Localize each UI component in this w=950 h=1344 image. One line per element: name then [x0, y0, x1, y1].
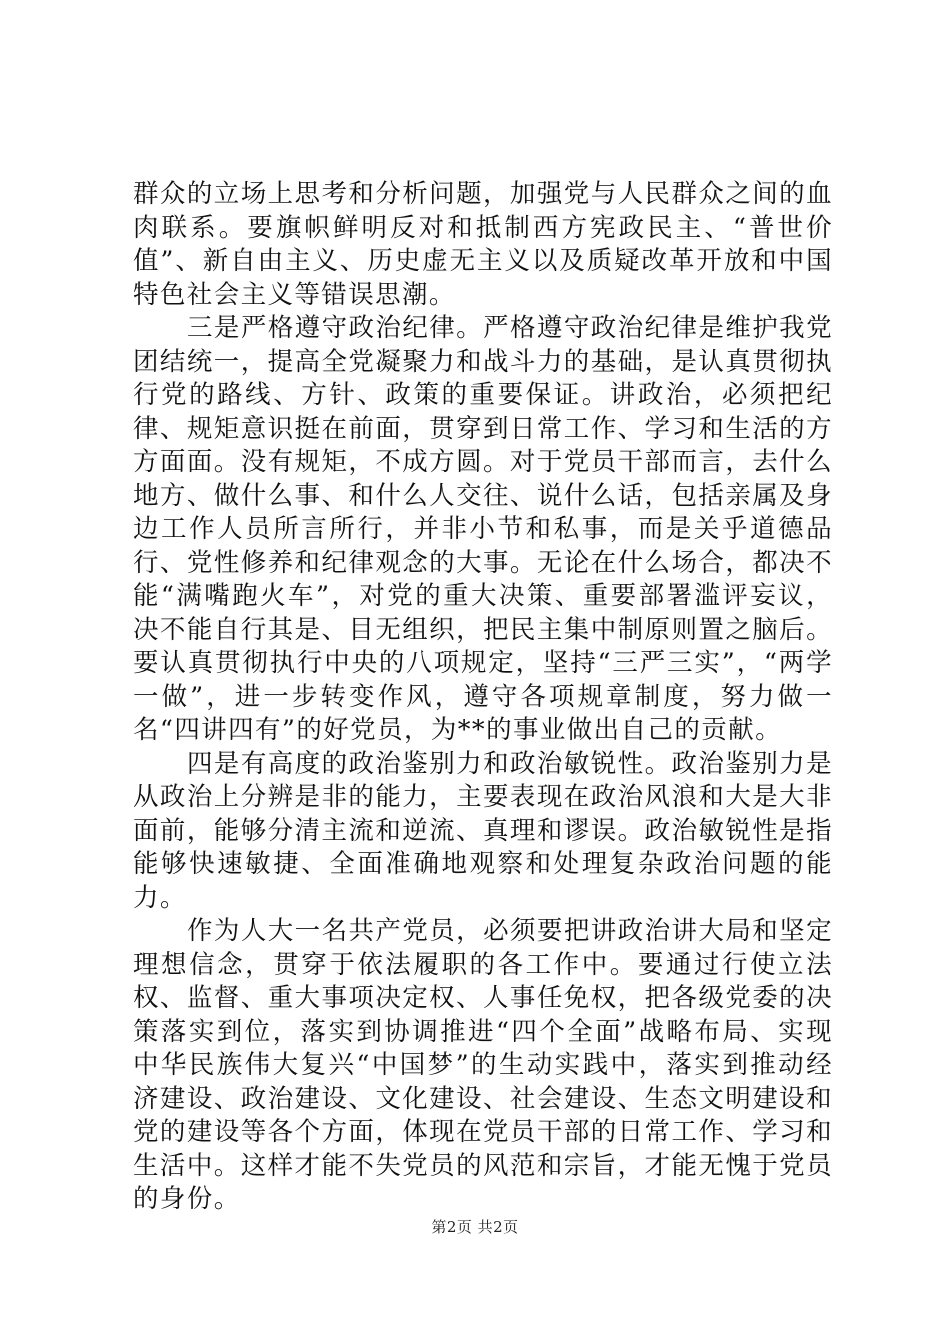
paragraph-political-sensitivity: 四是有高度的政治鉴别力和政治敏锐性。政治鉴别力是从政治上分辨是非的能力，主要表现在政治风浪和大是大非面前，能够分清主流和逆流、真理和谬误。政治敏锐性是指能够快速敏捷、全面准确地观察和处理复杂政治问题的能力。: [133, 748, 833, 913]
paragraph-continuation: 群众的立场上思考和分析问题，加强党与人民群众之间的血肉联系。要旗帜鲜明反对和抵制西方宪政民主、“普世价值”、新自由主义、历史虚无主义以及质疑改革开放和中国特色社会主义等错误思潮。: [133, 179, 833, 310]
document-body: [133, 178, 833, 1217]
page-number-footer: 第2页 共2页: [431, 1218, 519, 1236]
paragraph-conclusion: 作为人大一名共产党员，必须要把讲政治讲大局和坚定理想信念，贯穿于依法履职的各工作中。要通过行使立法权、监督、重大事项决定权、人事任免权，把各级党委的决策落实到位，落实到协调推进“四个全面”战略布局、实现中华民族伟大复兴“中国梦”的生动实践中，落实到推动经济建设、政治建设、文化建设、社会建设、生态文明建设和党的建设等各个方面，体现在党员干部的日常工作、学习和生活中。这样才能不失党员的风范和宗旨，才能无愧于党员的身份。: [133, 916, 833, 1214]
paragraph-political-discipline: 三是严格遵守政治纪律。严格遵守政治纪律是维护我党团结统一，提高全党凝聚力和战斗力的基础，是认真贯彻执行党的路线、方针、政策的重要保证。讲政治，必须把纪律、规矩意识挺在前面，贯穿到日常工作、学习和生活的方方面面。没有规矩，不成方圆。对于党员干部而言，去什么地方、做什么事、和什么人交往、说什么话，包括亲属及身边工作人员所言所行，并非小节和私事，而是关乎道德品行、党性修养和纪律观念的大事。无论在什么场合，都决不能“满嘴跑火车”，对党的重大决策、重要部署滥评妄议，决不能自行其是、目无组织，把民主集中制原则置之脑后。要认真贯彻执行中央的八项规定，坚持“三严三实”，“两学一做”，进一步转变作风，遵守各项规章制度，努力做一名“四讲四有”的好党员，为**的事业做出自己的贡献。: [133, 313, 833, 745]
